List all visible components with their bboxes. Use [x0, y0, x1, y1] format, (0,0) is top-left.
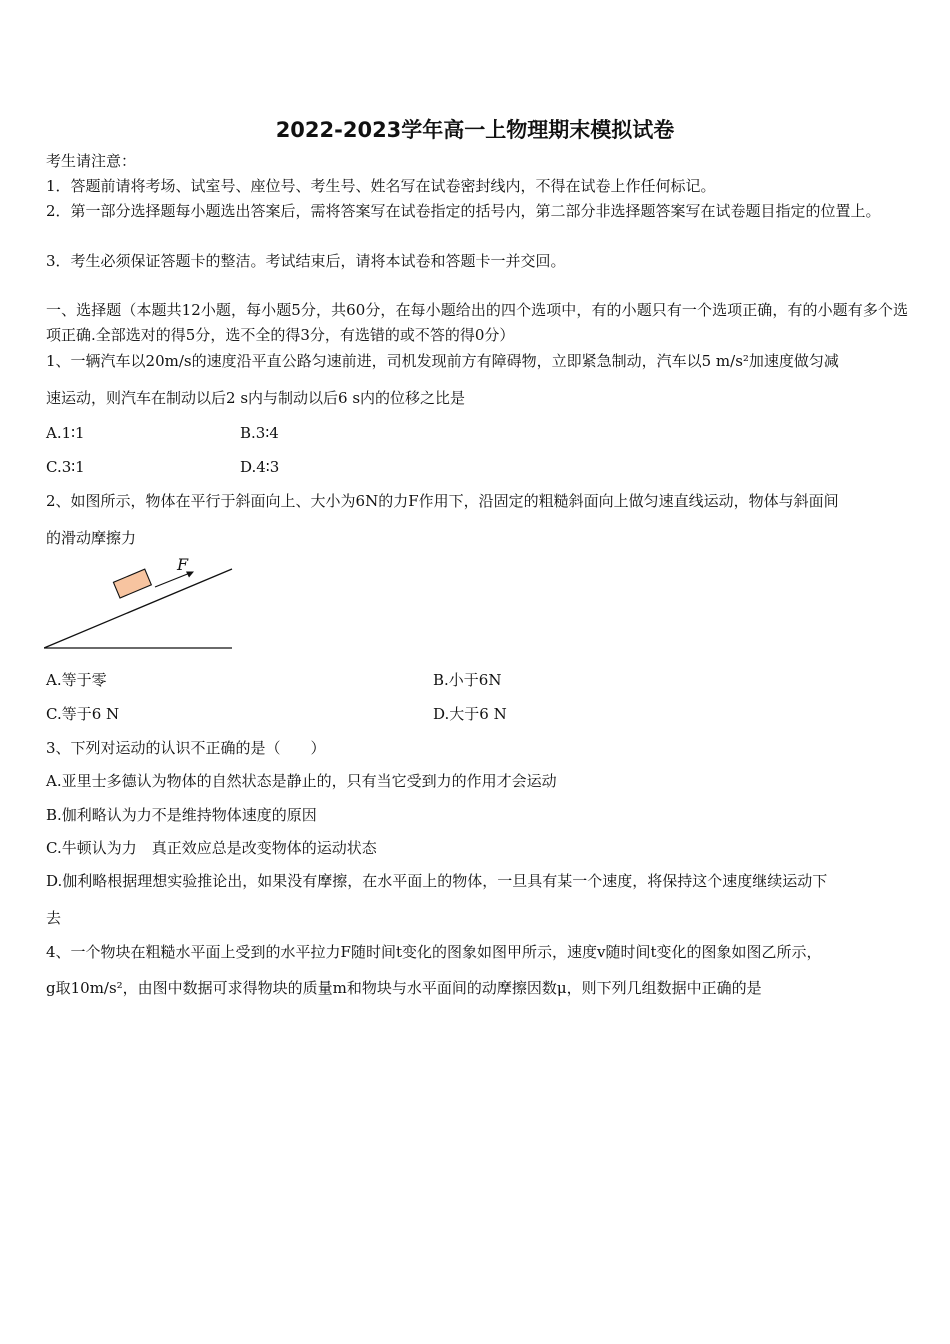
q1-option-c: C.3∶1 — [46, 458, 85, 476]
q1-stem-line1: 1、一辆汽车以20m/s的速度沿平直公路匀速前进，司机发现前方有障碍物，立即紧急制动，汽车以5 m/s²加速度做匀减 — [46, 352, 839, 370]
q1-option-d: D.4∶3 — [240, 458, 280, 476]
q1-option-b: B.3∶4 — [240, 424, 279, 442]
q2-option-a: A.等于零 — [46, 671, 107, 689]
q2-option-d: D.大于6 N — [433, 705, 507, 723]
q2-stem-line2: 的滑动摩擦力 — [46, 529, 137, 547]
notice-item-3: 3．考生必须保证答题卡的整洁。考试结束后，请将本试卷和答题卡一并交回。 — [46, 252, 566, 270]
q3-option-b: B.伽利略认为力不是维持物体速度的原因 — [46, 806, 317, 824]
notice-item-1: 1．答题前请将考场、试室号、座位号、考生号、姓名写在试卷密封线内，不得在试卷上作任何标记。 — [46, 177, 716, 195]
q2-option-c: C.等于6 N — [46, 705, 120, 723]
page-title: 2022-2023学年高一上物理期末模拟试卷 — [275, 118, 675, 142]
q3-option-d-cont: 去 — [46, 909, 62, 927]
q2-option-b: B.小于6N — [433, 671, 502, 689]
q3-option-a: A.亚里士多德认为物体的自然状态是静止的，只有当它受到力的作用才会运动 — [46, 772, 557, 790]
q3-option-c: C.牛顿认为力 真正效应总是改变物体的运动状态 — [46, 839, 377, 857]
q1-stem-line2: 速运动，则汽车在制动以后2 s内与制动以后6 s内的位移之比是 — [46, 389, 466, 407]
q3-stem: 3、下列对运动的认识不正确的是（ ） — [46, 739, 326, 757]
incline-figure — [44, 552, 239, 652]
q3-option-d: D.伽利略根据理想实验推论出，如果没有摩擦，在水平面上的物体，一旦具有某一个速度，将保持这个速度继续运动下 — [46, 872, 828, 890]
q1-option-a: A.1∶1 — [46, 424, 85, 442]
notice-heading: 考生请注意： — [46, 152, 137, 170]
block — [113, 569, 151, 598]
q2-stem-line1: 2、如图所示，物体在平行于斜面向上、大小为6N的力F作用下，沿固定的粗糙斜面向上做匀速直线运动，物体与斜面间 — [46, 492, 839, 510]
q4-stem-line2: g取10m/s²，由图中数据可求得物块的质量m和物块与水平面间的动摩擦因数μ，则下列几组数据中正确的是 — [46, 979, 762, 997]
section-intro: 一、选择题（本题共12小题，每小题5分，共60分，在每小题给出的四个选项中，有的小题只有一个选项正确，有的小题有多个选项正确.全部选对的得5分，选不全的得3分，有选错的或不答的得0分） — [46, 301, 908, 344]
notice-item-2: 2．第一部分选择题每小题选出答案后，需将答案写在试卷指定的括号内，第二部分非选择题答案写在试卷题目指定的位置上。 — [46, 202, 881, 220]
force-label: F — [177, 555, 189, 574]
q4-stem-line1: 4、一个物块在粗糙水平面上受到的水平拉力F随时间t变化的图象如图甲所示，速度v随时间t变化的图象如图乙所示， — [46, 943, 822, 961]
force-arrow — [155, 573, 190, 587]
